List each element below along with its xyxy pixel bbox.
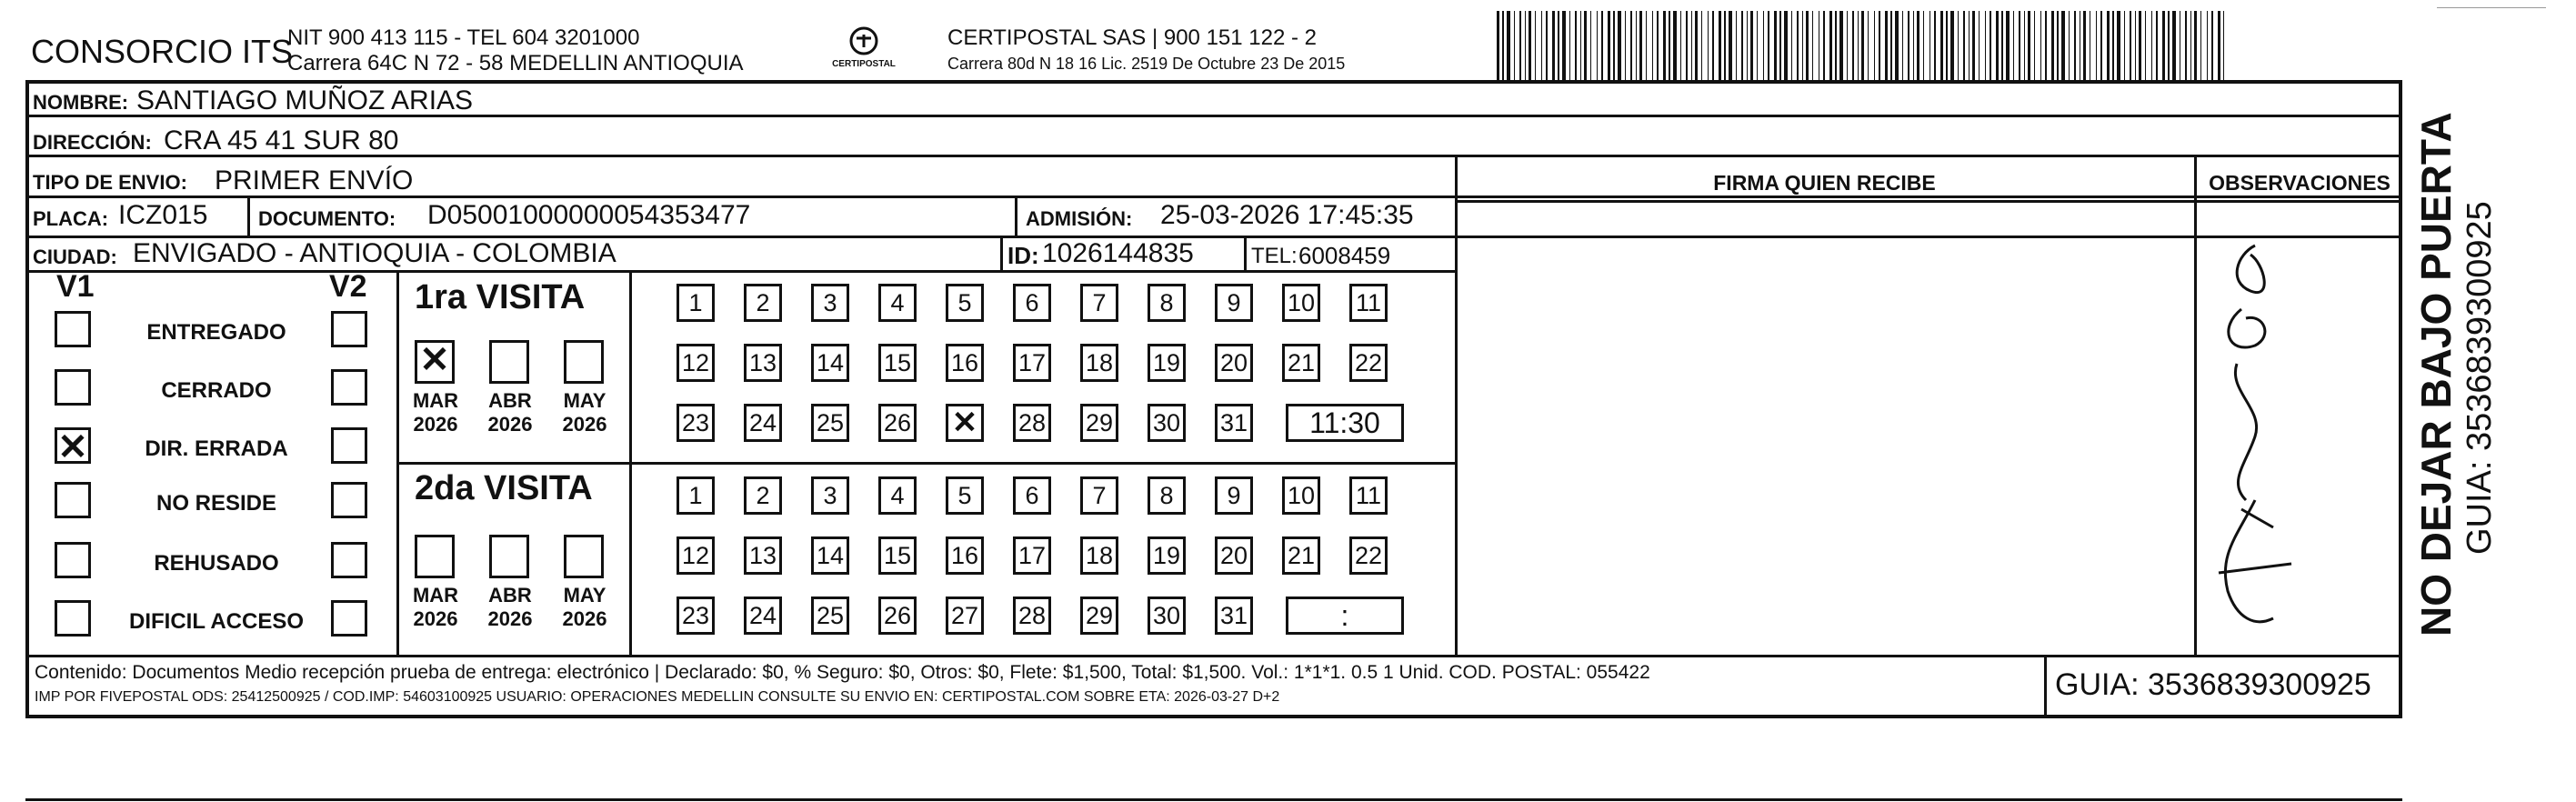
day-cell[interactable]: 26 [878,596,917,635]
barcode-bar [1657,11,1659,82]
day-cell[interactable]: 16 [946,344,984,382]
barcode-bar [2057,11,2059,82]
day-cell[interactable]: 4 [878,284,917,322]
admision-label: ADMISIÓN: [1026,207,1133,230]
day-cell[interactable]: 23 [677,596,715,635]
day-cell[interactable]: 21 [1282,344,1320,382]
check-mark-icon: ✕ [57,427,88,467]
day-cell[interactable]: 18 [1080,536,1118,575]
month-checkbox[interactable] [564,340,604,384]
barcode-bar [2083,11,2086,82]
day-cell[interactable]: 3 [811,476,849,515]
barcode-bar [1562,11,1566,82]
day-cell[interactable]: 11 [1349,284,1388,322]
barcode [1497,11,2224,82]
company-name: CONSORCIO ITS [31,33,294,70]
day-cell[interactable]: 13 [744,536,782,575]
tel-label: TEL: [1251,244,1298,268]
day-cell[interactable]: 2 [744,284,782,322]
day-cell[interactable]: 16 [946,536,984,575]
visit-time-field[interactable]: 11:30 [1286,404,1404,442]
barcode-bar [1902,11,1903,82]
day-cell[interactable]: 8 [1148,476,1186,515]
barcode-bar [1546,11,1548,82]
day-cell[interactable]: 5 [946,284,984,322]
day-cell[interactable]: 26 [878,404,917,442]
day-cell[interactable]: 5 [946,476,984,515]
month-label: ABR 2026 [487,584,533,630]
barcode-bar [1558,11,1559,82]
day-cell[interactable]: 17 [1013,536,1051,575]
day-cell[interactable]: 3 [811,284,849,322]
barcode-bar [1829,11,1832,82]
barcode-bar [1502,11,1504,82]
day-cell[interactable]: 20 [1215,536,1253,575]
barcode-bar [1535,11,1536,82]
signature-drawing [2200,227,2310,646]
barcode-image [1497,11,2224,82]
tel-value: 6008459 [1298,242,1391,269]
day-cell[interactable]: 6 [1013,476,1051,515]
barcode-bar [1712,11,1714,82]
month-checkbox[interactable] [415,535,455,578]
day-cell[interactable]: 17 [1013,344,1051,382]
barcode-bar [1652,11,1653,82]
day-cell[interactable]: 19 [1148,344,1186,382]
direccion-value: CRA 45 41 SUR 80 [164,125,399,155]
barcode-bar [1979,11,1980,82]
day-cell[interactable]: 27 [946,596,984,635]
barcode-bar [1636,11,1637,82]
day-cell[interactable]: 25 [811,404,849,442]
barcode-bar [1686,11,1688,82]
barcode-bar [1613,11,1615,82]
day-cell[interactable]: ✕ [946,404,984,442]
visit-time-field[interactable]: : [1286,596,1404,635]
barcode-bar [1719,11,1721,82]
company-address: Carrera 64C N 72 - 58 MEDELLIN ANTIOQUIA [287,51,744,75]
barcode-bar [1741,11,1743,82]
barcode-bar [1552,11,1555,82]
barcode-bar [1940,11,1943,82]
barcode-bar [1972,11,1975,82]
barcode-bar [1791,11,1792,82]
barcode-bar [1618,11,1621,82]
barcode-bar [2218,11,2220,82]
day-cell[interactable]: 24 [744,404,782,442]
barcode-bar [2185,11,2187,82]
barcode-bar [1701,11,1702,82]
footer-guia: GUIA: 3536839300925 [2055,667,2371,702]
nombre-value: SANTIAGO MUÑOZ ARIAS [136,85,474,115]
status-v1-checkbox[interactable] [55,427,91,467]
tipo-envio-value: PRIMER ENVÍO [215,165,414,195]
barcode-bar [1584,11,1587,82]
v2-header: V2 [329,269,367,304]
company-nit: NIT 900 413 115 - TEL 604 3201000 [287,25,640,50]
day-cell[interactable]: 31 [1215,596,1253,635]
status-label: DIFICIL ACCESO [128,609,304,634]
barcode-bar [1724,11,1726,82]
status-v1-checkbox[interactable] [55,600,91,637]
direccion-label: DIRECCIÓN: [33,131,152,154]
barcode-bar [1519,11,1521,82]
tipo-envio-label: TIPO DE ENVIO: [33,171,187,194]
day-cell[interactable]: 1 [677,284,715,322]
barcode-bar [1802,11,1803,82]
status-v2-checkbox[interactable] [331,542,367,578]
day-cell[interactable]: 7 [1080,284,1118,322]
day-cell[interactable]: 18 [1080,344,1118,382]
barcode-bar [1580,11,1581,82]
barcode-bar [2211,11,2213,82]
barcode-bar [1934,11,1936,82]
barcode-bar [1858,11,1859,82]
barcode-bar [1913,11,1914,82]
carrier-address: Carrera 80d N 18 16 Lic. 2519 De Octubre 23 De 2015 [947,55,1346,73]
barcode-bar [1757,11,1758,82]
day-cell[interactable]: 15 [878,536,917,575]
barcode-bar [1874,11,1875,82]
barcode-bar [1680,11,1681,82]
barcode-bar [1806,11,1809,82]
barcode-bar [1958,11,1959,82]
barcode-bar [1812,11,1813,82]
second-visit-title: 2da VISITA [415,469,593,507]
barcode-bar [1768,11,1769,82]
barcode-bar [1569,11,1570,82]
barcode-bar [1708,11,1709,82]
barcode-bar [2194,11,2197,82]
barcode-bar [2001,11,2003,82]
barcode-bar [1917,11,1919,82]
first-visit-title: 1ra VISITA [415,278,586,316]
day-cell[interactable]: 29 [1080,404,1118,442]
barcode-bar [1969,11,1970,82]
day-cell[interactable]: 21 [1282,536,1320,575]
day-cell[interactable]: 28 [1013,404,1051,442]
barcode-bar [1747,11,1748,82]
day-cell[interactable]: 31 [1215,404,1253,442]
barcode-bar [1541,11,1542,82]
barcode-bar [1823,11,1825,82]
barcode-bar [2069,11,2070,82]
day-cell[interactable]: 9 [1215,284,1253,322]
barcode-bar [1736,11,1737,82]
placa-label: PLACA: [33,207,109,230]
status-v1-checkbox[interactable] [55,311,91,347]
barcode-bar [1885,11,1888,82]
barcode-bar [1923,11,1924,82]
day-cell[interactable]: 28 [1013,596,1051,635]
barcode-bar [1729,11,1732,82]
barcode-bar [1990,11,1991,82]
day-cell[interactable]: 2 [744,476,782,515]
day-cell[interactable]: 19 [1148,536,1186,575]
barcode-bar [1639,11,1642,82]
barcode-bar [2013,11,2014,82]
barcode-bar [2172,11,2176,82]
logo-mark-icon [844,25,884,56]
day-cell[interactable]: 8 [1148,284,1186,322]
footer-imp: IMP POR FIVEPOSTAL ODS: 25412500925 / COD.IMP: 54603100925 USUARIO: OPERACIONES MEDELLIN CONSULTE SU ENVIO EN: CERTIPOSTAL.COM SOBRE ETA: 2026-03-27 D+2 [35,689,1280,705]
barcode-bar [1695,11,1698,82]
barcode-bar [2168,11,2170,82]
barcode-bar [1529,11,1531,82]
month-checkbox[interactable] [415,340,455,384]
observaciones-header: OBSERVACIONES [2209,171,2391,195]
barcode-bar [1868,11,1869,82]
barcode-bar [2207,11,2208,82]
barcode-bar [2096,11,2097,82]
day-cell[interactable]: 12 [677,536,715,575]
month-checkbox[interactable] [564,535,604,578]
barcode-bar [2019,11,2020,82]
barcode-bar [1895,11,1899,82]
documento-value: D05001000000054353477 [427,200,751,230]
barcode-bar [1625,11,1626,82]
month-checkbox[interactable] [489,535,529,578]
barcode-bar [1497,11,1499,82]
barcode-bar [1750,11,1753,82]
day-cell[interactable]: 30 [1148,404,1186,442]
day-cell[interactable]: 13 [744,344,782,382]
barcode-bar [2124,11,2125,82]
barcode-bar [1890,11,1892,82]
barcode-bar [1996,11,1999,82]
barcode-bar [1774,11,1777,82]
day-cell[interactable]: 22 [1349,344,1388,382]
status-v2-checkbox[interactable] [331,482,367,518]
barcode-bar [2190,11,2191,82]
recipient-signature [2200,227,2310,646]
day-cell[interactable]: 20 [1215,344,1253,382]
day-cell[interactable]: 14 [811,536,849,575]
status-v1-checkbox[interactable] [55,369,91,406]
day-cell[interactable]: 12 [677,344,715,382]
barcode-bar [2034,11,2035,82]
day-cell[interactable]: 29 [1080,596,1118,635]
barcode-bar [2006,11,2010,82]
barcode-bar [1525,11,1526,82]
barcode-bar [2074,11,2076,82]
barcode-bar [1963,11,1965,82]
barcode-bar [2024,11,2025,82]
barcode-bar [1575,11,1577,82]
id-value: 1026144835 [1042,238,1194,268]
id-label: ID: [1007,242,1039,269]
barcode-bar [1597,11,1598,82]
status-label: CERRADO [161,378,272,403]
barcode-bar [1601,11,1603,82]
barcode-bar [1763,11,1764,82]
status-v1-checkbox[interactable] [55,542,91,578]
barcode-bar [1835,11,1837,82]
day-cell[interactable]: 11 [1349,476,1388,515]
barcode-bar [1779,11,1781,82]
day-cell[interactable]: 22 [1349,536,1388,575]
barcode-bar [2139,11,2141,82]
day-cell[interactable]: 6 [1013,284,1051,322]
barcode-bar [1669,11,1670,82]
barcode-bar [1861,11,1864,82]
barcode-bar [2107,11,2110,82]
barcode-bar [1514,11,1515,82]
barcode-bar [2145,11,2146,82]
barcode-bar [2028,11,2030,82]
barcode-bar [2200,11,2201,82]
barcode-bar [1985,11,1986,82]
day-cell[interactable]: 4 [878,476,917,515]
barcode-bar [2040,11,2041,82]
day-cell[interactable]: 25 [811,596,849,635]
barcode-bar [1630,11,1632,82]
barcode-bar [2051,11,2054,82]
month-label: MAR 2026 [412,584,459,630]
day-cell[interactable]: 23 [677,404,715,442]
barcode-bar [2045,11,2047,82]
day-cell[interactable]: 30 [1148,596,1186,635]
status-label: NO RESIDE [155,491,277,516]
barcode-bar [1908,11,1909,82]
day-cell[interactable]: 10 [1282,476,1320,515]
barcode-bar [1797,11,1799,82]
barcode-bar [1950,11,1954,82]
barcode-bar [2100,11,2102,82]
check-mark-icon: ✕ [419,340,450,380]
barcode-bar [2112,11,2114,82]
day-cell[interactable]: 9 [1215,476,1253,515]
barcode-bar [2223,11,2224,82]
status-v2-checkbox[interactable] [331,600,367,637]
day-cell[interactable]: 15 [878,344,917,382]
barcode-bar [1663,11,1666,82]
day-cell[interactable]: 1 [677,476,715,515]
status-v2-checkbox[interactable] [331,311,367,347]
barcode-bar [1839,11,1843,82]
ciudad-label: CIUDAD: [33,246,117,268]
barcode-bar [2117,11,2120,82]
barcode-bar [1590,11,1591,82]
barcode-bar [1847,11,1848,82]
side-guia: GUIA: 3536839300925 [2461,201,2499,555]
month-label: MAY 2026 [562,584,607,630]
day-cell[interactable]: 24 [744,596,782,635]
barcode-bar [2135,11,2136,82]
barcode-bar [2061,11,2065,82]
admision-value: 25-03-2026 17:45:35 [1160,200,1414,230]
month-label: MAR 2026 [412,389,459,436]
barcode-bar [1879,11,1880,82]
barcode-bar [2130,11,2131,82]
carrier-name: CERTIPOSTAL SAS | 900 151 122 - 2 [947,25,1317,50]
placa-value: ICZ015 [118,200,208,230]
barcode-bar [1646,11,1647,82]
firma-header: FIRMA QUIEN RECIBE [1713,171,1936,195]
nombre-label: NOMBRE: [33,91,129,114]
status-v2-checkbox[interactable] [331,369,367,406]
barcode-bar [1784,11,1788,82]
status-label: DIR. ERRADA [145,436,288,461]
barcode-bar [1929,11,1930,82]
barcode-bar [1673,11,1677,82]
status-v1-checkbox[interactable] [55,482,91,518]
barcode-bar [1507,11,1510,82]
logo-text: CERTIPOSTAL [832,59,896,69]
day-cell[interactable]: 14 [811,344,849,382]
barcode-bar [2151,11,2152,82]
status-label: REHUSADO [154,551,279,576]
status-label: ENTREGADO [146,320,286,345]
month-label: ABR 2026 [487,389,533,436]
barcode-bar [2162,11,2165,82]
ciudad-value: ENVIGADO - ANTIOQUIA - COLOMBIA [133,238,616,268]
status-v2-checkbox[interactable] [331,427,367,464]
barcode-bar [1852,11,1854,82]
barcode-bar [1608,11,1610,82]
day-cell[interactable]: 7 [1080,476,1118,515]
certipostal-logo [827,25,900,80]
barcode-bar [1946,11,1948,82]
side-notice: NO DEJAR BAJO PUERTA [2412,112,2460,637]
month-label: MAY 2026 [562,389,607,436]
barcode-bar [1691,11,1692,82]
v1-header: V1 [56,269,95,304]
day-cell[interactable]: 10 [1282,284,1320,322]
documento-label: DOCUMENTO: [258,207,396,230]
barcode-bar [2156,11,2158,82]
month-checkbox[interactable] [489,340,529,384]
footer-contenido: Contenido: Documentos Medio recepción prueba de entrega: electrónico | Declarado: $0, % Seguro: $0, Otros: $0, Flete: $1,500, Total: $1,500. Vol.: 1*1*1. 0.5 1 Unid. COD. POSTAL: 055422 [35,662,1650,683]
